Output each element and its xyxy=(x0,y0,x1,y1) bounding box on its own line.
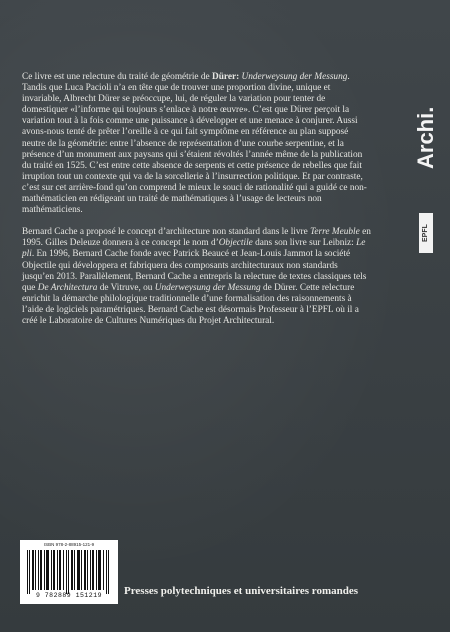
text-span: Ce livre est une relecture du traité de géométrie de xyxy=(22,72,212,82)
text-span-bold: : xyxy=(236,72,242,82)
series-label xyxy=(414,68,438,308)
isbn-label: ISBN 978-2-88915-121-9 xyxy=(43,542,95,547)
text-span: Bernard Cache a proposé le concept d’architecture non standard dans le livre xyxy=(22,227,311,238)
text-span: de Vitruve, ou xyxy=(97,282,155,293)
book-title-italic: Terre Meuble xyxy=(310,227,360,238)
epfl-logo: EPFL xyxy=(419,213,433,253)
text-span: . Tandis que Luca Pacioli n’a en tête que de trouver une proportion divine, unique et invariable, Albrecht Dürer se préoccupe, lui, de réguler la variation pour tenter de domestiquer «l’informe qui toujours s’enlace à notre œuvre». C’est que Dürer perçoit la variation tout à la fois comme une puissance à développer et une menace à conjurer. Aussi avons-nous tenté de prêter l’oreille à ce qui fait symptôme en référence au plan supposé neutre de la géométrie: entre l’absence de représentation d’une courbe serpentine, et la présence d’un monument aux paysans qui s’étaient révoltés l’année même de la publication du traité en 1525. C’est entre cette absence de serpents et cette présence de rebelles que fait irruption tout un contexte qui va de la sorcellerie à l’insurrection politique. Et par contraste, c’est sur cet arrière-fond qu’on comprend le mieux le souci de rationalité qui a guidé ce non-mathématicien en rédigeant un traité de mathématiques à l’usage de lecteurs non mathématiciens. xyxy=(22,72,367,216)
book-title-italic: Le pli xyxy=(22,238,366,260)
archi-series-logo: Archi. xyxy=(413,106,438,170)
text-span: . En 1996, Bernard Cache fonde avec Patrick Beaucé et Jean-Louis Jammot la société Objectile qui développera et fabriquera des composants architecturaux non standards jusqu’en 2013. Parallèlement, Bernard Cache a entrepris la relecture de textes classiques tels que xyxy=(22,249,367,293)
term-italic: Objectile xyxy=(218,238,253,249)
paragraph-author-bio xyxy=(22,227,372,327)
book-title-italic: Underweysung der Messung xyxy=(241,72,348,82)
paragraph-book-summary xyxy=(22,72,372,216)
isbn-barcode-box xyxy=(20,540,118,604)
text-span: en 1995. Gilles Deleuze donnera à ce concept le nom d’ xyxy=(22,227,371,249)
body-text xyxy=(22,72,372,327)
text-span-bold: Dürer xyxy=(211,72,237,82)
publisher-name: Presses polytechniques et universitaires romandes xyxy=(124,585,359,597)
barcode-number: 9 782889 151219 xyxy=(35,592,102,599)
book-title-italic: De Architectura xyxy=(37,282,98,293)
text-span: de Dürer. Cette relecture enrichit la démarche philologique traditionnelle d’une formalisation des raisonnements à l’aide de logiciels paramétriques. Bernard Cache est désormais Professeur à l’EPFL où il a créé le Laboratoire de Cultures Numériques du Projet Architectural. xyxy=(22,282,359,326)
text-span: dans son livre sur Leibniz: xyxy=(252,238,357,249)
barcode-icon xyxy=(26,550,112,594)
book-title-italic: Underweysung der Messung xyxy=(154,282,261,293)
